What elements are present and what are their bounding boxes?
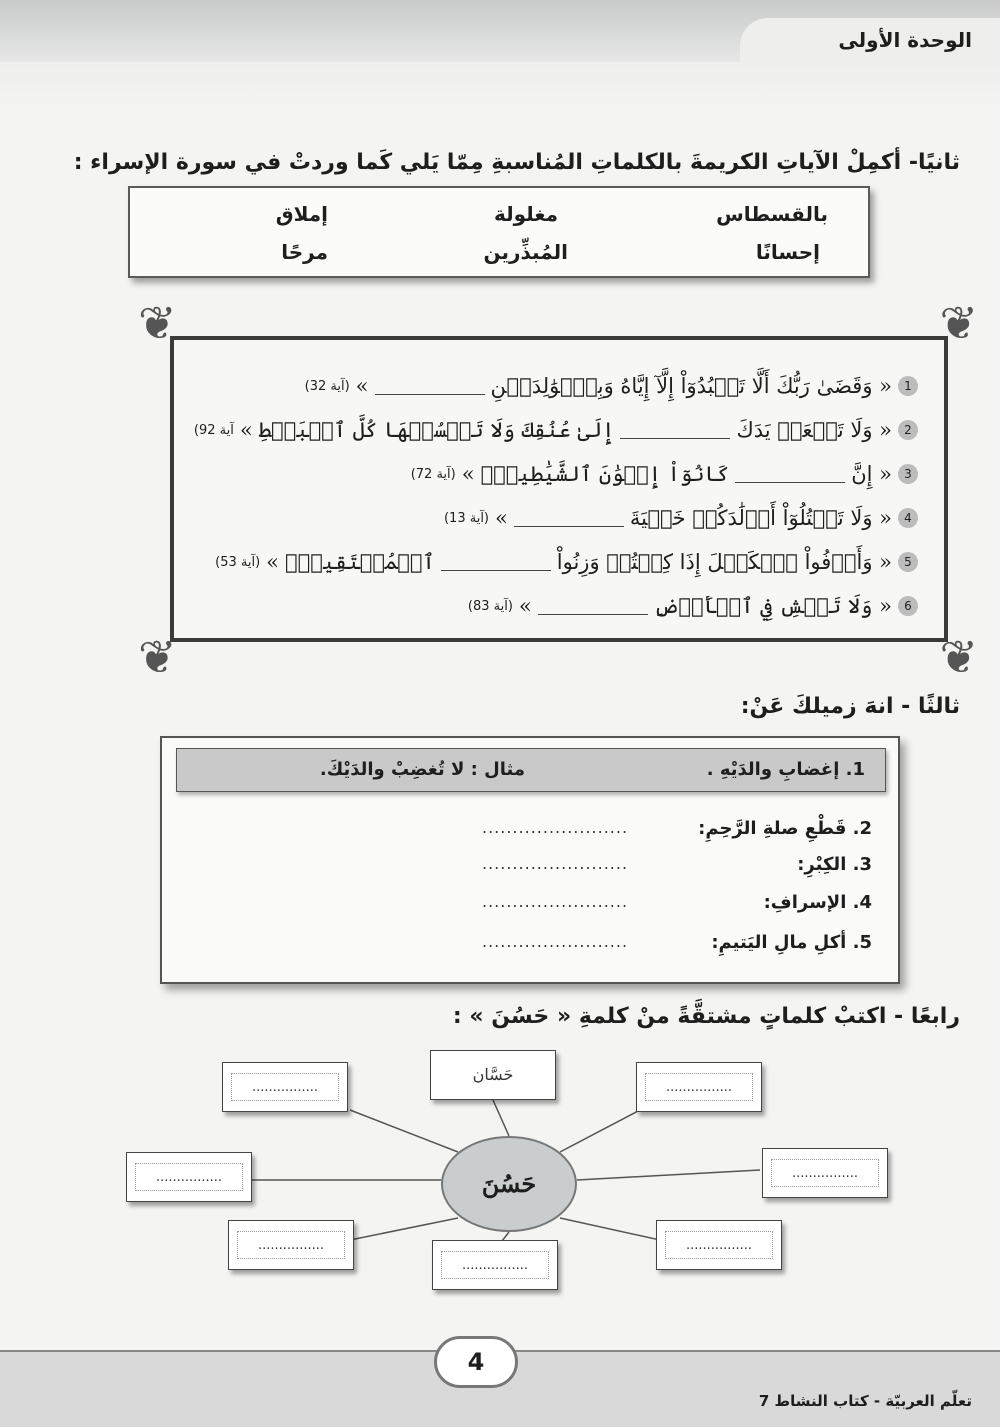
answer-blank[interactable] — [375, 377, 485, 395]
answer-dots[interactable]: ........................ — [482, 892, 629, 911]
answer-dots[interactable]: ........................ — [482, 854, 629, 873]
verse-text-rest: كَانُوٓاْ إِخۡوَٰنَ ٱلشَّيَٰطِينِۖ — [480, 462, 730, 486]
example-answer: مثال : لا تُغضِبْ والدَيْكَ. — [319, 759, 525, 780]
section2-heading: ثانيًا- أكمِلْ الآياتِ الكريمةَ بالكلماتِ المُناسبةِ مِمّا يَلي كَما وردتْ في سورة الإسراء : — [73, 150, 960, 175]
derived-word-box[interactable] — [228, 1220, 354, 1270]
root-word-circle: حَسُنَ — [441, 1136, 577, 1232]
aya-number: (آية 83) — [467, 598, 513, 614]
advise-item: 4. الإسرافِ: — [763, 892, 872, 913]
advise-item: 2. قَطْعِ صلةِ الرَّحِمِ: — [698, 818, 872, 839]
advise-box — [160, 736, 900, 984]
verse-text: « وَلَا تَجۡعَلۡ يَدَكَ — [736, 418, 892, 442]
book-title: تعلّم العربيّة - كتاب النشاط 7 — [758, 1392, 972, 1410]
verse-line — [444, 506, 918, 530]
answer-blank[interactable] — [538, 597, 648, 615]
answer-blank[interactable] — [441, 553, 551, 571]
word-web-diagram — [0, 1040, 1000, 1320]
ornament-corner-icon: ❦ — [939, 296, 978, 350]
verse-line — [215, 550, 918, 574]
verse-close: » — [461, 462, 475, 486]
word-bank-item: مرحًا — [281, 240, 328, 264]
answer-dots[interactable]: ........................ — [482, 932, 629, 951]
answer-dots[interactable]: ........................ — [482, 818, 629, 837]
derived-word-box[interactable] — [126, 1152, 252, 1202]
verse-number: 2 — [898, 420, 918, 440]
derived-word-box[interactable] — [432, 1240, 558, 1290]
answer-dots: ................ — [665, 1231, 773, 1259]
ornament-corner-icon: ❦ — [138, 630, 177, 684]
derived-word: حَسَّان — [472, 1065, 514, 1084]
word-bank-item: المُبذِّرين — [483, 240, 568, 264]
verse-text: « وَأَوۡفُواْ ٱلۡكَيۡلَ إِذَا كِلۡتُمۡ وَزِنُواْ — [556, 550, 892, 574]
answer-blank[interactable] — [620, 421, 730, 439]
aya-number: (آية 13) — [443, 510, 489, 526]
answer-blank[interactable] — [514, 509, 624, 527]
word-bank-item: بالقسطاس — [716, 202, 828, 226]
verse-number: 3 — [898, 464, 918, 484]
answer-dots: ................ — [771, 1159, 879, 1187]
advise-item: 3. الكِبْرِ: — [797, 854, 872, 875]
word-bank-item: مغلولة — [493, 202, 558, 226]
verse-line — [468, 594, 918, 618]
derived-word-box[interactable] — [636, 1062, 762, 1112]
ornament-corner-icon: ❦ — [138, 296, 177, 350]
verse-close: » — [239, 418, 253, 442]
derived-word-box[interactable] — [762, 1148, 888, 1198]
verse-text: « وَقَضَىٰ رَبُّكَ أَلَّا تَعۡبُدُوٓاْ إِلَّآ إِيَّاهُ وَبِٱلۡوَٰلِدَيۡنِ — [490, 374, 892, 398]
word-bank-item: إملاق — [275, 202, 328, 226]
answer-blank[interactable] — [735, 465, 845, 483]
verse-text: « إِنَّ — [851, 462, 892, 486]
verse-number: 5 — [898, 552, 918, 572]
verse-line — [305, 374, 918, 398]
page-number: 4 — [434, 1336, 518, 1388]
answer-dots: ................ — [441, 1251, 549, 1279]
verse-close: » — [266, 550, 280, 574]
ornament-corner-icon: ❦ — [939, 630, 978, 684]
section4-heading: رابعًا - اكتبْ كلماتٍ مشتقَّةً منْ كلمةِ « حَسُنَ » : — [452, 1004, 960, 1029]
unit-title: الوحدة الأولى — [838, 28, 972, 52]
aya-number: (آية 53) — [215, 554, 261, 570]
aya-number: آية 92) — [193, 422, 234, 438]
word-bank-item: إحسانًا — [755, 240, 820, 264]
verses-frame — [138, 296, 978, 684]
section3-heading: ثالثًا - انهَ زميلكَ عَنْ: — [740, 694, 960, 719]
example-item: 1. إغضابِ والدَيْهِ . — [706, 759, 865, 780]
answer-dots: ................ — [237, 1231, 345, 1259]
verse-close: » — [518, 594, 532, 618]
verse-text-rest: إِلَىٰ عُنُقِكَ وَلَا تَبۡسُطۡهَا كُلَّ ٱلۡبَسۡطِ — [258, 418, 615, 442]
aya-number: (آية 32) — [304, 378, 350, 394]
verse-number: 4 — [898, 508, 918, 528]
aya-number: (آية 72) — [410, 466, 456, 482]
verse-close: » — [495, 506, 508, 530]
derived-word-box[interactable] — [222, 1062, 348, 1112]
example-strip — [176, 748, 886, 792]
verse-text: « وَلَا تَقۡتُلُوٓاْ أَوۡلَٰدَكُمۡ خَشۡيَةَ — [629, 506, 892, 530]
verse-text: « وَلَا تَمۡشِ فِي ٱلۡأَرۡضِ — [653, 594, 892, 618]
derived-word-box[interactable] — [656, 1220, 782, 1270]
verse-text-rest: ٱلۡمُسۡتَقِيمِۚ — [285, 550, 435, 574]
word-bank — [128, 186, 870, 278]
answer-dots: ................ — [645, 1073, 753, 1101]
answer-dots: ................ — [231, 1073, 339, 1101]
verse-line — [411, 462, 918, 486]
derived-word-box[interactable] — [430, 1050, 556, 1100]
verse-number: 1 — [898, 376, 918, 396]
advise-item: 5. أكلِ مالِ اليَتيمِ: — [711, 932, 872, 953]
verse-close: » — [355, 374, 369, 398]
verse-number: 6 — [898, 596, 918, 616]
verse-line — [194, 418, 918, 442]
answer-dots: ................ — [135, 1163, 243, 1191]
